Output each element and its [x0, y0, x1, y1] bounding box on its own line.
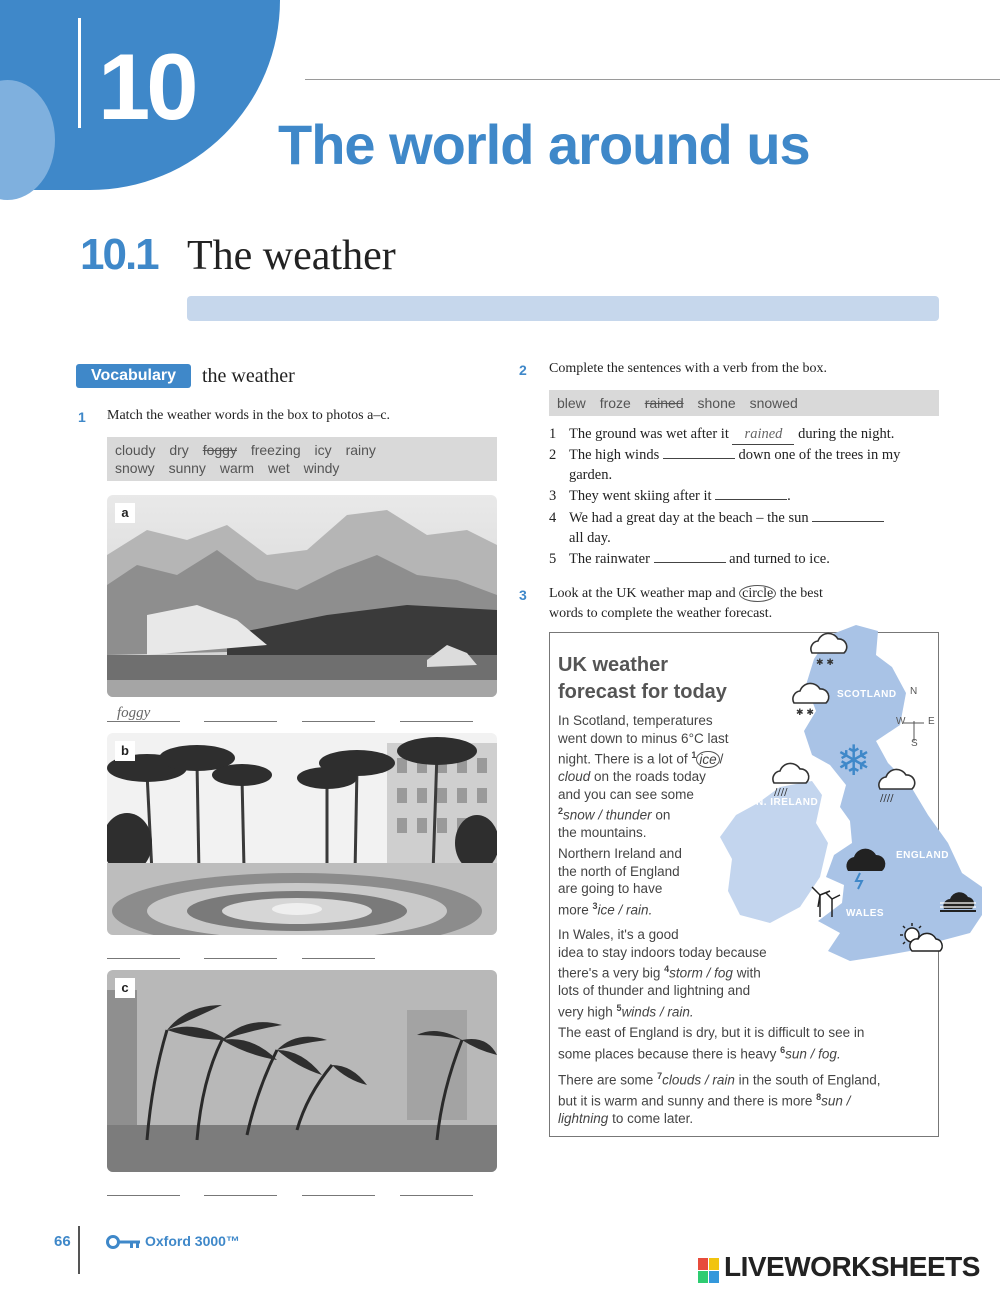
verb-blew: blew [557, 395, 586, 411]
sentence-1-answer[interactable]: rained [732, 424, 794, 445]
verb-box [549, 390, 939, 416]
answer-line-a1[interactable] [107, 721, 180, 722]
answer-line-a3[interactable] [302, 721, 375, 722]
word-freezing: freezing [250, 442, 301, 458]
key-icon [106, 1234, 142, 1250]
map-label-n-ireland: N. IRELAND [756, 797, 819, 808]
word-rainy: rainy [345, 442, 376, 458]
sentence-4-blank[interactable] [812, 508, 884, 522]
answer-line-a2[interactable] [204, 721, 277, 722]
exercise-2-number: 2 [519, 362, 527, 378]
chapter-number: 10 [98, 34, 195, 139]
circle-word: circle [739, 585, 776, 602]
options-sun-lightning[interactable]: sun / [821, 1093, 851, 1109]
answer-line-c3[interactable] [302, 1195, 375, 1196]
options-ice-rain[interactable]: ice / rain. [597, 902, 653, 917]
word-wet: wet [267, 460, 290, 476]
sentence-3-blank[interactable] [715, 486, 787, 500]
photo-b-sunny-plaza [107, 733, 497, 935]
unit-title: The world around us [278, 113, 810, 176]
forecast-paragraph-wales: In Wales, it's a good idea to stay indoors today because there's a very big $^4$storm / fog with lots of thunder and lightning and very high $^5$winds / rain. [558, 927, 767, 1019]
vocabulary-badge: Vocabulary [76, 364, 191, 388]
header-rule [305, 79, 1000, 80]
header-divider [78, 18, 81, 128]
photo-c-label: c [115, 978, 135, 998]
vocabulary-topic: the weather [202, 365, 295, 387]
answer-line-b3[interactable] [302, 958, 375, 959]
map-label-wales: WALES [846, 908, 885, 919]
answer-line-a4[interactable] [400, 721, 473, 722]
answer-line-b2[interactable] [204, 958, 277, 959]
photo-c-storm [107, 970, 497, 1172]
verb-snowed: snowed [749, 395, 798, 411]
compass-north: N [910, 686, 918, 697]
svg-text:////: //// [774, 787, 788, 798]
word-sunny: sunny [168, 460, 206, 476]
word-icy: icy [314, 442, 332, 458]
compass-south: S [911, 738, 918, 749]
options-storm-fog[interactable]: storm / fog [669, 965, 733, 981]
sentence-5: 5 The rainwater and turned to ice. [549, 551, 830, 567]
map-label-scotland: SCOTLAND [837, 689, 897, 700]
oxford-3000-label: Oxford 3000™ [145, 1233, 240, 1249]
word-warm: warm [219, 460, 255, 476]
word-cloudy: cloudy [115, 442, 156, 458]
sentence-3: 3 They went skiing after it . [549, 488, 791, 504]
map-label-england: ENGLAND [896, 850, 949, 861]
verb-shone: shone [697, 395, 736, 411]
verb-froze: froze [599, 395, 631, 411]
sentence-4: 4 We had a great day at the beach – the sun [549, 508, 884, 528]
verb-rained: rained [644, 395, 684, 411]
word-windy: windy [303, 460, 340, 476]
compass-east: E [928, 716, 935, 727]
svg-text:✱ ✱: ✱ ✱ [816, 658, 834, 668]
word-box-1 [107, 437, 497, 481]
forecast-paragraph-n-ireland: Northern Ireland and the north of England are going to have more $^3$ice / rain. [558, 846, 682, 917]
options-sun-fog[interactable]: sun / fog. [785, 1046, 841, 1061]
answer-line-b1[interactable] [107, 958, 180, 959]
sentence-2-blank[interactable] [663, 445, 735, 459]
options-winds-rain[interactable]: winds / rain. [621, 1004, 694, 1019]
answer-line-c2[interactable] [204, 1195, 277, 1196]
liveworksheets-brand: LIVEWORKSHEETS [724, 1251, 980, 1282]
option-ice-circled[interactable]: ice [696, 751, 719, 768]
word-snowy: snowy [115, 460, 155, 476]
word-dry: dry [169, 442, 189, 458]
section-band [187, 296, 939, 321]
svg-text:////: //// [880, 793, 894, 804]
footer-divider [78, 1226, 80, 1274]
exercise-3-number: 3 [519, 587, 527, 603]
svg-text:✱ ✱: ✱ ✱ [796, 708, 814, 718]
options-clouds-rain[interactable]: clouds / rain [662, 1072, 735, 1088]
exercise-1-number: 1 [78, 409, 86, 425]
exercise-2-instruction: Complete the sentences with a verb from the box. [549, 361, 827, 376]
exercise-3-instruction: Look at the UK weather map and circle the best [549, 586, 823, 601]
photo-b-label: b [115, 741, 135, 761]
exercise-3-instruction-2: words to complete the weather forecast. [549, 606, 773, 621]
options-snow-thunder[interactable]: snow / thunder [563, 807, 652, 823]
page-number: 66 [54, 1233, 71, 1250]
sentence-5-blank[interactable] [654, 549, 726, 563]
forecast-paragraph-east: The east of England is dry, but it is difficult to see in some places because there is heavy $^6$sun / fog. [558, 1025, 865, 1061]
sentence-2-continued: garden. [569, 467, 613, 483]
sentence-1: 1 The ground was wet after it rained during the night. [549, 424, 894, 445]
answer-a1-text: foggy [117, 705, 151, 721]
answer-line-c1[interactable] [107, 1195, 180, 1196]
sentence-2: 2 The high winds down one of the trees in my [549, 447, 901, 463]
photo-a-label: a [115, 503, 135, 523]
liveworksheets-logo-icon [698, 1258, 720, 1284]
word-foggy: foggy [202, 442, 237, 458]
forecast-title: UK weather forecast for today [558, 654, 727, 703]
photo-a-mountains [107, 495, 497, 697]
section-title: The weather [187, 233, 396, 279]
answer-line-c4[interactable] [400, 1195, 473, 1196]
exercise-1-instruction: Match the weather words in the box to photos a–c. [107, 408, 391, 423]
option-cloud[interactable]: cloud [558, 769, 591, 784]
forecast-paragraph-scotland: In Scotland, temperatures went down to minus 6°C last night. There is a lot of $^1$ ice / cloud on the roads today and you can see some $^2$snow / thunder on the mountains. [558, 713, 729, 840]
section-number: 10.1 [80, 230, 158, 279]
sentence-4-continued: all day. [569, 530, 611, 546]
forecast-paragraph-south: There are some $^7$clouds / rain in the south of England, but it is warm and sunny and there is more $^8$sun / lightning to come later. [558, 1071, 881, 1126]
compass-west: W [896, 716, 906, 727]
snowflake-icon: ❄ [836, 736, 872, 785]
